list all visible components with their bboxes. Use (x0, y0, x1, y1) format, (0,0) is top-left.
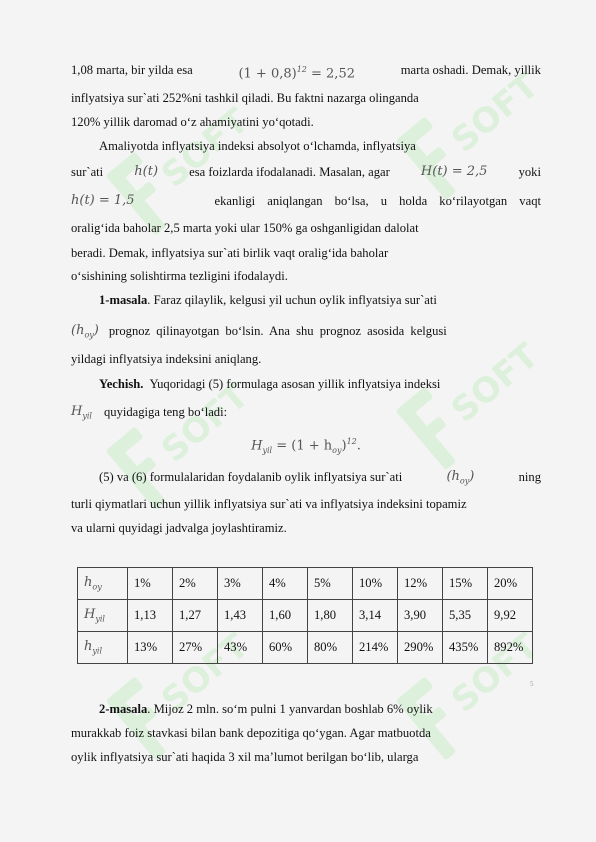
p2-line2: sur`ati h(t) esa foizlarda ifodalanadi. Masalan, agar H(t) = 2,5 yoki (71, 164, 541, 179)
masala2-line3: oylik inflyatsiya sur`ati haqida 3 xil ma’lumot berilgan bo‘lib, ularga (71, 750, 419, 764)
svg-text:SOFT: SOFT (444, 65, 535, 161)
masala1-line3: yildagi inflyatsiya indeksini aniqlang. (71, 352, 262, 366)
masala1-label: 1-masala (99, 293, 148, 307)
table-cell: 43% (218, 632, 263, 664)
table-cell: 27% (173, 632, 218, 664)
table-cell: 5,35 (443, 600, 488, 632)
table-cell: 10% (353, 568, 398, 600)
row-header: $h_{oy}$ (78, 568, 128, 600)
table-cell: 20% (488, 568, 533, 600)
svg-text:SOFT: SOFT (154, 625, 245, 721)
p3-line3: va ularni quyidagi jadvalga joylashtiramiz. (71, 521, 287, 535)
table-row (78, 632, 533, 664)
formula-yillik-indeks: $H_{yil} = (1 + h_{oy})^{12}$. (251, 437, 361, 455)
table-cell: 1,13 (128, 600, 173, 632)
svg-text:SOFT: SOFT (154, 375, 245, 471)
p2-line3: h(t) = 1,5 ekanligi aniqlangan bo‘lsa, u holda ko‘rilayotgan vaqt (71, 193, 541, 208)
yechish-label: Yechish. (99, 377, 144, 391)
table-cell: 60% (263, 632, 308, 664)
svg-text:SOFT: SOFT (444, 335, 535, 431)
p3-line2: turli qiymatlari uchun yillik inflyatsiya sur`ati va inflyatsiya indeksini topamiz (71, 497, 467, 511)
table-cell: 1,80 (308, 600, 353, 632)
p1-line2: inflyatsiya sur`ati 252%ni tashkil qiladi. Bu faktni nazarga olinganda (71, 91, 419, 105)
table-cell: 214% (353, 632, 398, 664)
table-cell: 1,27 (173, 600, 218, 632)
table-cell: 3% (218, 568, 263, 600)
yechish-line1: Yechish. Yuqoridagi (5) formulaga asosan yillik inflyatsiya indeksi (99, 377, 441, 391)
table-cell: 5% (308, 568, 353, 600)
table-cell: 15% (443, 568, 488, 600)
formula-inline: $(1 + 0,8)^{12} = 2,52$ (238, 65, 355, 82)
table-cell: 4% (263, 568, 308, 600)
table-cell: 435% (443, 632, 488, 664)
table-cell: 1,43 (218, 600, 263, 632)
row-header: $h_{yil}$ (78, 632, 128, 664)
table-cell: 1% (128, 568, 173, 600)
p1-line3: 120% yillik daromad o‘z ahamiyatini yo‘qotadi. (71, 115, 314, 129)
table-cell: 12% (398, 568, 443, 600)
table-cell: 80% (308, 632, 353, 664)
table-row (78, 600, 533, 632)
table-cell: 13% (128, 632, 173, 664)
table-cell: 892% (488, 632, 533, 664)
watermark-logo (385, 60, 535, 210)
svg-text:SOFT: SOFT (154, 100, 245, 196)
masala2-line1: 2-masala . Mijoz 2 mln. so‘m pulni 1 yanvardan boshlab 6% oylik (99, 702, 433, 716)
masala2-line2: murakkab foiz stavkasi bilan bank depozitiga qo‘ygan. Agar matbuotda (71, 726, 431, 740)
row-header: $H_{yil}$ (78, 600, 128, 632)
table-cell: 2% (173, 568, 218, 600)
yechish-line2: $H_{yil}$ quyidagiga teng bo‘ladi: (71, 404, 228, 421)
svg-text:SOFT: SOFT (444, 625, 535, 721)
p1-line1: 1,08 marta, bir yilda esa $(1 + 0,8)^{12} = 2,52$ marta oshadi. Demak, yillik (71, 63, 541, 82)
p2-line1: Amaliyotda inflyatsiya indeksi absolyot o‘lchamda, inflyatsiya (99, 139, 416, 153)
masala2-label: 2-masala (99, 702, 148, 716)
masala1-line2: $(h_{oy})$ prognoz qilinayotgan bo‘lsin. Ana shu prognoz asosida kelgusi (71, 323, 447, 340)
p3-line1: (5) va (6) formulalaridan foydalanib oylik inflyatsiya sur`ati $(h_{oy})$ ning (99, 469, 541, 486)
table-cell: 3,90 (398, 600, 443, 632)
table-cell: 290% (398, 632, 443, 664)
table-row (78, 568, 533, 600)
table-cell: 9,92 (488, 600, 533, 632)
masala1-line1: 1-masala . Faraz qilaylik, kelgusi yil uchun oylik inflyatsiya sur`ati (99, 293, 437, 307)
p2-line4: oralig‘ida baholar 2,5 marta yoki ular 150% ga oshganligidan dalolat (71, 221, 419, 235)
table-cell: 3,14 (353, 600, 398, 632)
table-cell: 1,60 (263, 600, 308, 632)
inflation-table (77, 567, 533, 664)
p2-line5: beradi. Demak, inflyatsiya sur`ati birlik vaqt oralig‘ida baholar (71, 246, 389, 260)
p2-line6: o‘sishining solishtirma tezligini ifodalaydi. (71, 269, 288, 283)
page-number: 5 (530, 680, 534, 688)
